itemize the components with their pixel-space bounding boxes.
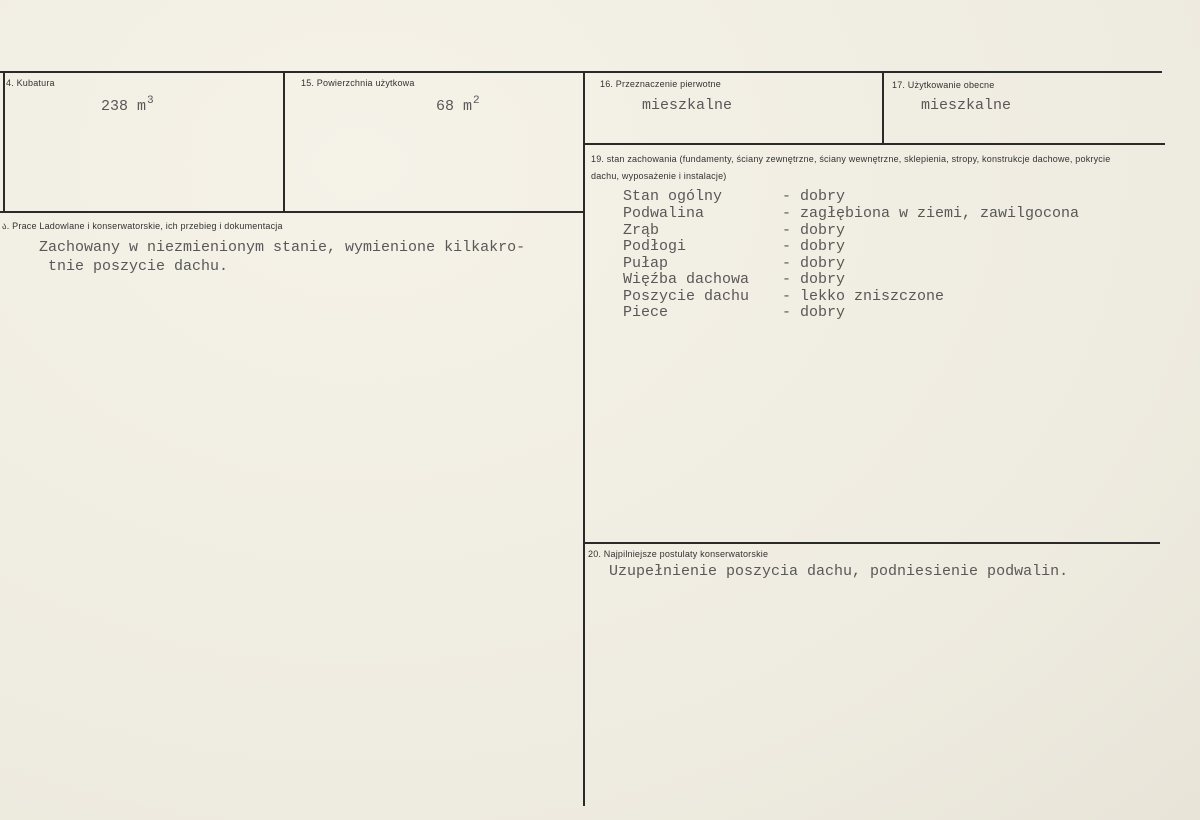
condition-element: Poszycie dachu bbox=[623, 288, 750, 305]
field-14-value-text: 238 m bbox=[101, 98, 147, 115]
rule-under-14-15 bbox=[0, 211, 583, 213]
condition-value: - lekko zniszczone bbox=[782, 288, 945, 305]
left-edge-rule bbox=[3, 71, 5, 213]
field-15-exponent: 2 bbox=[473, 95, 480, 107]
condition-value: - zagłębiona w ziemi, zawilgocona bbox=[782, 205, 1080, 222]
field-15-value-text: 68 m bbox=[436, 98, 473, 115]
field-18-label: ა. Prace Ladowlane i konserwatorskie, ich przebieg i dokumentacja bbox=[2, 221, 283, 231]
field-14-exponent: 3 bbox=[147, 95, 154, 107]
field-19-label: 19. stan zachowania (fundamenty, ściany zewnętrzne, ściany wewnętrzne, sklepienia, stropy, konstrukcje dachowe, pokrycie dachu, wyposażenie i instalacje) bbox=[591, 154, 1111, 181]
condition-value: - dobry bbox=[782, 238, 846, 255]
field-15-label: 15. Powierzchnia użytkowa bbox=[301, 78, 415, 88]
field-14-value bbox=[101, 95, 154, 115]
divider-16-17 bbox=[882, 71, 884, 144]
field-16-value: mieszkalne bbox=[642, 97, 733, 114]
condition-element: Podwalina bbox=[623, 205, 705, 222]
field-18-text: Zachowany w niezmienionym stanie, wymienione kilkakro- tnie poszycie dachu. bbox=[39, 239, 526, 275]
field-14-label: 4. Kubatura bbox=[6, 78, 55, 88]
condition-element: Podłogi bbox=[623, 238, 687, 255]
top-rule bbox=[0, 71, 1162, 73]
condition-value: - dobry bbox=[782, 271, 846, 288]
field-20-label: 20. Najpilniejsze postulaty konserwatorskie bbox=[588, 549, 769, 559]
field-20-text: Uzupełnienie poszycia dachu, podniesienie podwalin. bbox=[609, 563, 1069, 580]
condition-element: Więźba dachowa bbox=[623, 271, 750, 288]
rule-above-20 bbox=[584, 542, 1160, 544]
divider-14-15 bbox=[283, 71, 285, 213]
condition-value: - dobry bbox=[782, 255, 846, 272]
center-divider bbox=[583, 71, 585, 806]
condition-value: - dobry bbox=[782, 222, 846, 239]
field-15-value bbox=[436, 95, 480, 115]
condition-value: - dobry bbox=[782, 304, 846, 321]
condition-element: Piece bbox=[623, 304, 669, 321]
field-17-label: 17. Użytkowanie obecne bbox=[892, 80, 995, 90]
condition-value: - dobry bbox=[782, 188, 846, 205]
rule-under-16-17 bbox=[584, 143, 1165, 145]
condition-element: Zrąb bbox=[623, 222, 660, 239]
field-17-value: mieszkalne bbox=[921, 97, 1012, 114]
condition-element: Pułap bbox=[623, 255, 669, 272]
condition-element: Stan ogólny bbox=[623, 188, 723, 205]
field-16-label: 16. Przeznaczenie pierwotne bbox=[600, 79, 721, 89]
